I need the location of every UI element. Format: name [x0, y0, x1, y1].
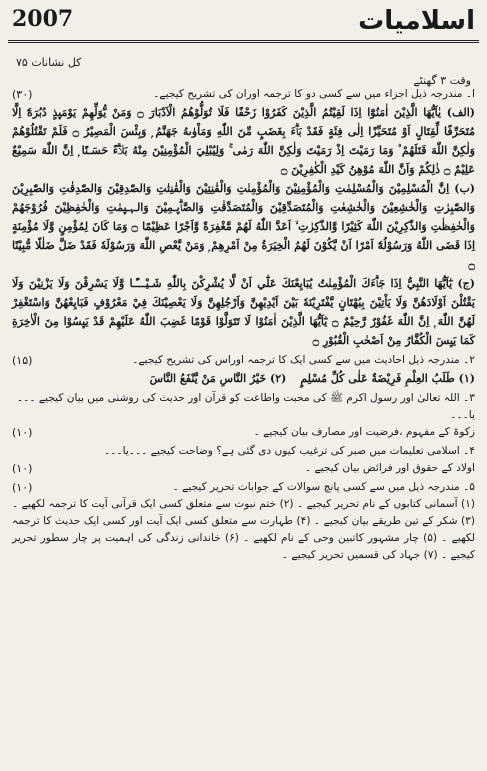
question-5	[12, 479, 475, 564]
question-1-part-a	[12, 103, 475, 179]
question-3-alternative: زکوۃ کے مفہوم ،فرضیت اور مصارف بیان کیجیے ۔	[253, 426, 475, 438]
part-c-label: (ج)	[457, 277, 475, 290]
question-1-part-c	[12, 274, 475, 350]
exam-meta	[16, 52, 471, 86]
question-1	[12, 86, 475, 350]
question-4-instruction: ۴۔ اسلامی تعلیمات میں صبر کی ترغیب کیوں دی گئی ہے؟ وضاحت کیجیے ۔۔۔یا۔۔۔	[103, 445, 475, 457]
hadith-1: (۱) طَلَبُ العِلْمِ فَرِيْضَةٌ عَلٰى كُلِّ مُسْلِمٍ	[300, 372, 475, 385]
header-divider	[8, 40, 479, 43]
question-1-marks: (۳۰)	[12, 88, 33, 101]
question-1-instruction: ا۔ مندرجہ ذیل اجزاء میں سے کسی دو کا ترجمہ اوران کی تشریح کیجیے۔	[153, 88, 475, 100]
hadith-2: (۲) خَيْرُ النَّاسِ مَنْ يَّنْفَعُ النَّاسَ	[149, 372, 287, 385]
exam-content	[12, 84, 475, 564]
part-a-label: (الف)	[446, 106, 475, 119]
question-5-marks: (۱۰)	[12, 481, 33, 494]
question-2	[12, 352, 475, 388]
time-allowed: وقت ۳ گھنٹے	[413, 74, 471, 87]
question-1-part-b	[12, 179, 475, 274]
part-a-text: يٰاَيُّهَا الَّذِيْنَ اٰمَنُوْٓا اِذَا لَقِيْتُمُ الَّذِيْنَ كَفَرُوْا زَحْفًا فَلَا تُوَلُّوْهُمُ الْاَدْبَارَ ۝ وَمَنْ يُّوَلِّهِمْ يَوْمَىِٕذٍ دُبُرَهٗٓ اِلَّا مُتَحَرِّفًا لِّقِتَالٍ اَوْ مُتَحَيِّزًا اِلٰى فِئَةٍ فَقَدْ بَاۗءَ بِغَضَبٍ مِّنَ اللّٰهِ وَمَاْوٰىهُ جَهَنَّمُ ۭ وَبِئْسَ الْمَصِيْرُ ۝ فَلَمْ تَقْتُلُوْهُمْ وَلٰكِنَّ اللّٰهَ قَتَلَهُمْ ۠ وَمَا رَمَيْتَ اِذْ رَمَيْتَ وَلٰكِنَّ اللّٰهَ رَمٰى ۚ وَلِيُبْلِيَ الْمُؤْمِنِيْنَ مِنْهُ بَلَاۗءً حَسَـنًا ۭ اِنَّ اللّٰهَ سَمِيْعٌ عَلِيْمٌ ۝ ذٰلِكُمْ وَاَنَّ اللّٰهَ مُوْهِنُ كَيْدِ الْكٰفِرِيْنَ ۝	[12, 106, 475, 176]
part-b-label: (ب)	[454, 182, 475, 195]
question-2-marks: (۱۵)	[12, 354, 33, 367]
question-4-marks: (۱۰)	[12, 462, 33, 475]
question-3	[12, 390, 475, 441]
part-c-text: يٰٓاَيُّهَا النَّبِيُّ اِذَا جَاۗءَكَ الْمُؤْمِنٰتُ يُبَايِعْنَكَ عَلٰٓي اَنْ لَّا يُشْرِكْنَ بِاللّٰهِ شَـيْـــًٔـا وَّلَا يَسْرِقْنَ وَلَا يَزْنِيْنَ وَلَا يَقْتُلْنَ اَوْلَادَهُنَّ وَلَا يَاْتِيْنَ بِبُهْتَانٍ يَّفْتَرِيْنَهٗ بَيْنَ اَيْدِيْهِنَّ وَاَرْجُلِهِنَّ وَلَا يَعْصِيْنَكَ فِيْ مَعْرُوْفٍ فَبَايِعْهُنَّ وَاسْتَغْفِرْ لَهُنَّ اللّٰهَ ۭ اِنَّ اللّٰهَ غَفُوْرٌ رَّحِيْمٌ ۝ يٰٓاَيُّهَا الَّذِيْنَ اٰمَنُوْا لَا تَتَوَلَّوْا قَوْمًا غَضِبَ اللّٰهُ عَلَيْهِمْ قَدْ يَىِٕسُوْا مِنَ الْاٰخِرَةِ كَمَا يَىِٕسَ الْكُفَّارُ مِنْ اَصْحٰبِ الْقُبُوْرِ ۝	[12, 277, 475, 347]
question-4	[12, 443, 475, 477]
exam-year: 2007	[12, 6, 74, 32]
question-4-alternative: اولاد کے حقوق اور فرائض بیان کیجیے ۔	[304, 462, 475, 474]
page-title: اسلامیات	[358, 6, 475, 36]
question-5-instruction: ۵۔ مندرجہ ذیل میں سے کسی پانچ سوالات کے جوابات تحریر کیجیے ۔	[172, 481, 475, 493]
part-b-text: اِنَّ الْمُسْلِمِيْنَ وَالْمُسْلِمٰتِ وَالْمُؤْمِنِيْنَ وَالْمُؤْمِنٰتِ وَالْقٰنِتِيْنَ وَالْقٰنِتٰتِ وَالصّٰدِقِيْنَ وَالصّٰدِقٰتِ وَالصّٰبِرِيْنَ وَالصّٰبِرٰتِ وَالْخٰشِعِيْنَ وَالْخٰشِعٰتِ وَالْمُتَصَدِّقِيْنَ وَالْمُتَصَدِّقٰتِ وَالصَّاۗىِٕـمِيْنَ وَالـﮩـىِٕمٰتِ وَالْحٰفِظِيْنَ فُرُوْجَهُمْ وَالْحٰفِظٰتِ وَالذّٰكِرِيْنَ اللّٰهَ كَثِيْرًا وَّالذّٰكِرٰتِ ۙ اَعَدَّ اللّٰهُ لَهُمْ مَّغْفِرَةً وَّاَجْرًا عَظِيْمًا ۝ وَمَا كَانَ لِمُؤْمِنٍ وَّلَا مُؤْمِنَةٍ اِذَا قَضَى اللّٰهُ وَرَسُوْلُهٗٓ اَمْرًا اَنْ يَّكُوْنَ لَهُمُ الْخِيَرَةُ مِنْ اَمْرِهِمْ ۭ وَمَنْ يَّعْصِ اللّٰهَ وَرَسُوْلَهٗ فَقَدْ ضَلَّ ضَلٰلًا مُّبِيْنًا ۝	[12, 182, 475, 271]
question-3-marks: (۱۰)	[12, 426, 33, 439]
question-3-instruction: ۳۔ اللہ تعالیٰ اور رسول اکرم ﷺ کی محبت واطاعت کو قرآن اور حدیث کی روشنی میں بیان کیجیے ۔۔۔یا۔۔۔	[16, 392, 475, 421]
total-marks: کل نشانات ۷۵	[16, 56, 82, 69]
question-2-instruction: ۲۔ مندرجہ ذیل احادیث میں سے کسی ایک کا ترجمہ اوراس کی تشریح کیجیے۔	[132, 354, 475, 366]
hadith-list	[12, 369, 475, 388]
question-5-items: (۱) آسمانی کتابوں کے نام تحریر کیجیے ۔ (۲) ختم نبوت سے متعلق کسی ایک قرآنی آیت کا ترجمہ لکھیے ۔ (۳) شکر کے تین طریقے بیان کیجیے ۔ (۴) طہارت سے متعلق کسی ایک آیت اور کسی ایک حدیث کا ترجمہ لکھیے ۔ (۵) چار مشہور کاتبین وحی کے نام لکھیے ۔ (۶) خاندانی زندگی کی اہمیت پر چار سطور تحریر کیجیے ۔ (۷) جہاد کی قسمیں تحریر کیجیے ۔	[12, 498, 475, 561]
